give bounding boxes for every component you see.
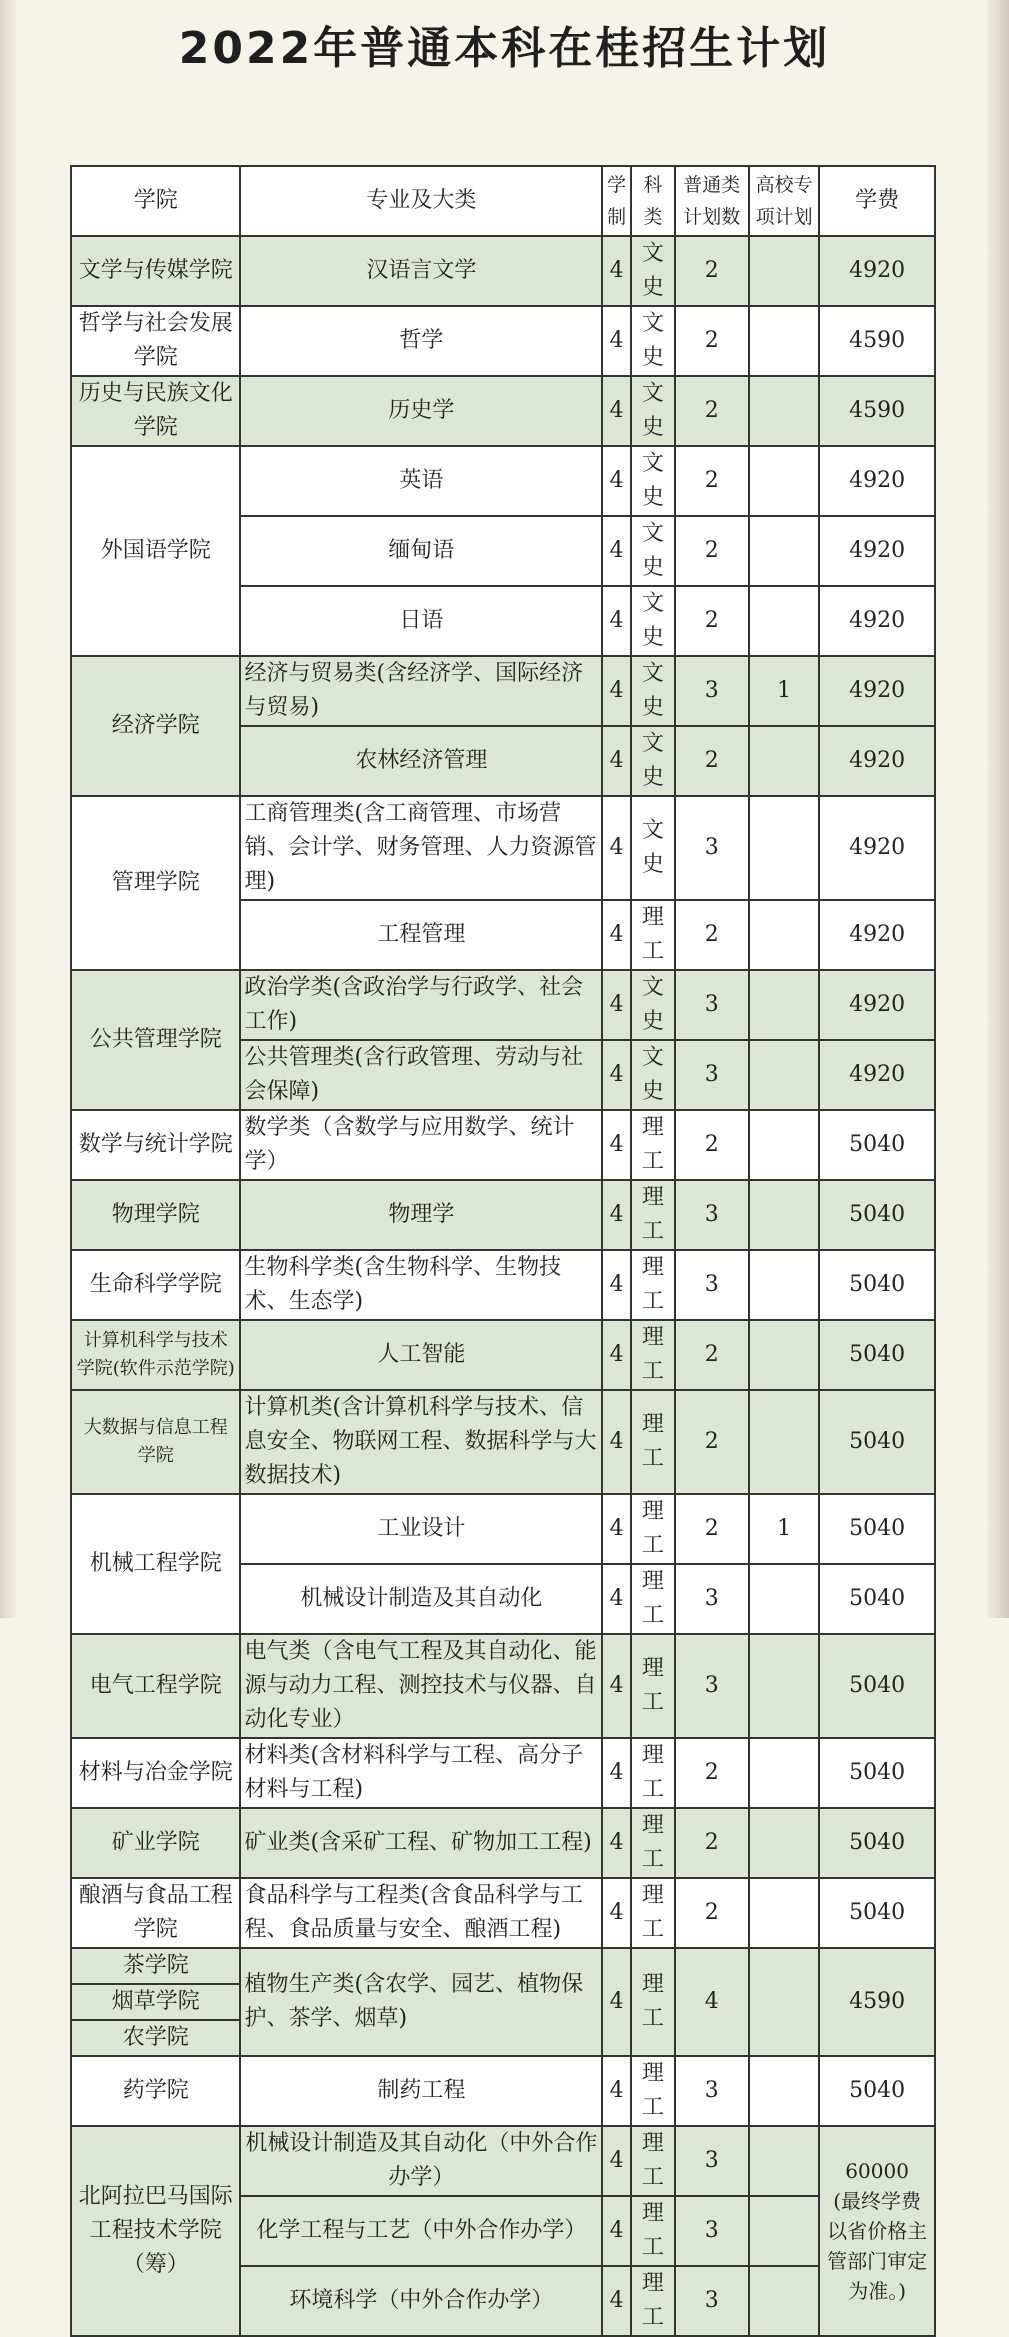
plan-cell: 3 <box>675 1180 749 1250</box>
table-row <box>71 970 935 1040</box>
table-row <box>71 1878 935 1948</box>
major-cell: 工商管理类(含工商管理、市场营销、会计学、财务管理、人力资源管理) <box>240 796 602 900</box>
fee-cell: 5040 <box>819 1250 935 1320</box>
category-cell: 文史 <box>631 516 674 586</box>
fee-cell: 4920 <box>819 726 935 796</box>
fee-cell: 4590 <box>819 1948 935 2056</box>
table-row <box>71 1634 935 1738</box>
category-cell: 理工 <box>631 2196 674 2266</box>
major-cell: 制药工程 <box>240 2056 602 2126</box>
fee-cell: 4920 <box>819 446 935 516</box>
plan-cell: 2 <box>675 1320 749 1390</box>
category-cell: 理工 <box>631 1110 674 1180</box>
major-cell: 人工智能 <box>240 1320 602 1390</box>
special-cell <box>749 796 819 900</box>
header-college: 学院 <box>71 166 240 236</box>
enrollment-table <box>70 165 936 2337</box>
header-special: 高校专项计划 <box>749 166 819 236</box>
fee-cell: 4920 <box>819 516 935 586</box>
table-row <box>71 1320 935 1390</box>
years-cell: 4 <box>602 1390 631 1494</box>
header-row <box>71 166 935 236</box>
major-cell: 汉语言文学 <box>240 236 602 306</box>
fee-note: (最终学费以省价格主管部门审定为准。) <box>827 2189 928 2303</box>
major-cell: 计算机类(含计算机科学与技术、信息安全、物联网工程、数据科学与大数据技术) <box>240 1390 602 1494</box>
category-cell: 理工 <box>631 2266 674 2336</box>
years-cell: 4 <box>602 796 631 900</box>
years-cell: 4 <box>602 900 631 970</box>
table-row <box>71 2056 935 2126</box>
major-cell: 电气类（含电气工程及其自动化、能源与动力工程、测控技术与仪器、自动化专业） <box>240 1634 602 1738</box>
college-cell: 计算机科学与技术学院(软件示范学院) <box>71 1320 240 1390</box>
plan-cell: 2 <box>675 1808 749 1878</box>
years-cell: 4 <box>602 1180 631 1250</box>
years-cell: 4 <box>602 446 631 516</box>
category-cell: 理工 <box>631 1180 674 1250</box>
category-cell: 理工 <box>631 1948 674 2056</box>
major-cell: 工业设计 <box>240 1494 602 1564</box>
special-cell <box>749 1250 819 1320</box>
plan-cell: 3 <box>675 2056 749 2126</box>
category-cell: 文史 <box>631 446 674 516</box>
table-row <box>71 236 935 306</box>
table-row <box>71 1948 935 1984</box>
major-cell: 机械设计制造及其自动化 <box>240 1564 602 1634</box>
category-cell: 文史 <box>631 236 674 306</box>
plan-cell: 2 <box>675 446 749 516</box>
category-cell: 文史 <box>631 656 674 726</box>
table-row <box>71 1390 935 1494</box>
plan-cell: 2 <box>675 1110 749 1180</box>
fee-cell: 4920 <box>819 236 935 306</box>
table-row <box>71 376 935 446</box>
plan-cell: 3 <box>675 1250 749 1320</box>
years-cell: 4 <box>602 2126 631 2196</box>
special-cell <box>749 2056 819 2126</box>
college-cell: 农学院 <box>71 2020 240 2056</box>
fee-amount: 60000 <box>845 2159 909 2183</box>
category-cell: 文史 <box>631 306 674 376</box>
fee-cell: 4920 <box>819 796 935 900</box>
plan-cell: 3 <box>675 2266 749 2336</box>
category-cell: 理工 <box>631 1390 674 1494</box>
special-cell <box>749 2126 819 2196</box>
college-cell: 数学与统计学院 <box>71 1110 240 1180</box>
major-cell: 食品科学与工程类(含食品科学与工程、食品质量与安全、酿酒工程) <box>240 1878 602 1948</box>
special-cell <box>749 1110 819 1180</box>
college-cell: 酿酒与食品工程学院 <box>71 1878 240 1948</box>
category-cell: 文史 <box>631 376 674 446</box>
plan-cell: 2 <box>675 1878 749 1948</box>
plan-cell: 3 <box>675 796 749 900</box>
special-cell: 1 <box>749 1494 819 1564</box>
category-cell: 理工 <box>631 1320 674 1390</box>
major-cell: 缅甸语 <box>240 516 602 586</box>
fee-cell: 5040 <box>819 1180 935 1250</box>
major-cell: 政治学类(含政治学与行政学、社会工作) <box>240 970 602 1040</box>
special-cell <box>749 376 819 446</box>
table-row <box>71 656 935 726</box>
fee-cell: 4590 <box>819 306 935 376</box>
college-cell: 管理学院 <box>71 796 240 970</box>
plan-cell: 2 <box>675 376 749 446</box>
college-cell: 机械工程学院 <box>71 1494 240 1634</box>
plan-cell: 3 <box>675 1634 749 1738</box>
years-cell: 4 <box>602 1110 631 1180</box>
college-cell: 公共管理学院 <box>71 970 240 1110</box>
fee-cell: 5040 <box>819 1564 935 1634</box>
years-cell: 4 <box>602 726 631 796</box>
special-cell <box>749 1808 819 1878</box>
fee-cell: 5040 <box>819 1390 935 1494</box>
special-cell <box>749 1634 819 1738</box>
major-cell: 数学类（含数学与应用数学、统计学） <box>240 1110 602 1180</box>
table-row <box>71 306 935 376</box>
fee-cell: 4920 <box>819 900 935 970</box>
fee-cell: 4920 <box>819 1040 935 1110</box>
category-cell: 理工 <box>631 2056 674 2126</box>
plan-cell: 3 <box>675 656 749 726</box>
fee-cell: 5040 <box>819 1878 935 1948</box>
major-cell: 材料类(含材料科学与工程、高分子材料与工程) <box>240 1738 602 1808</box>
category-cell: 理工 <box>631 1494 674 1564</box>
plan-cell: 2 <box>675 516 749 586</box>
major-cell: 生物科学类(含生物科学、生物技术、生态学) <box>240 1250 602 1320</box>
years-cell: 4 <box>602 2056 631 2126</box>
major-cell: 公共管理类(含行政管理、劳动与社会保障) <box>240 1040 602 1110</box>
college-cell: 外国语学院 <box>71 446 240 656</box>
major-cell: 矿业类(含采矿工程、矿物加工工程) <box>240 1808 602 1878</box>
special-cell <box>749 1180 819 1250</box>
college-cell: 材料与冶金学院 <box>71 1738 240 1808</box>
college-cell: 物理学院 <box>71 1180 240 1250</box>
category-cell: 理工 <box>631 1634 674 1738</box>
major-cell: 农林经济管理 <box>240 726 602 796</box>
table-row <box>71 1110 935 1180</box>
category-cell: 文史 <box>631 970 674 1040</box>
college-cell: 药学院 <box>71 2056 240 2126</box>
table-row <box>71 796 935 900</box>
plan-cell: 3 <box>675 1564 749 1634</box>
plan-cell: 2 <box>675 306 749 376</box>
college-cell: 经济学院 <box>71 656 240 796</box>
years-cell: 4 <box>602 516 631 586</box>
special-cell <box>749 1390 819 1494</box>
years-cell: 4 <box>602 1948 631 2056</box>
major-cell: 日语 <box>240 586 602 656</box>
plan-cell: 2 <box>675 1738 749 1808</box>
plan-cell: 3 <box>675 2126 749 2196</box>
fee-cell: 4590 <box>819 376 935 446</box>
special-cell <box>749 970 819 1040</box>
category-cell: 文史 <box>631 726 674 796</box>
major-cell: 工程管理 <box>240 900 602 970</box>
category-cell: 理工 <box>631 1250 674 1320</box>
fee-cell: 4920 <box>819 970 935 1040</box>
college-cell: 北阿拉巴马国际工程技术学院（筹） <box>71 2126 240 2336</box>
major-cell: 植物生产类(含农学、园艺、植物保护、茶学、烟草) <box>240 1948 602 2056</box>
major-cell: 英语 <box>240 446 602 516</box>
special-cell <box>749 446 819 516</box>
plan-cell: 2 <box>675 900 749 970</box>
special-cell <box>749 236 819 306</box>
plan-cell: 2 <box>675 1494 749 1564</box>
fee-cell: 5040 <box>819 2056 935 2126</box>
years-cell: 4 <box>602 1634 631 1738</box>
college-cell: 茶学院 <box>71 1948 240 1984</box>
header-fee: 学费 <box>819 166 935 236</box>
fee-cell: 4920 <box>819 656 935 726</box>
category-cell: 文史 <box>631 586 674 656</box>
fee-cell: 5040 <box>819 1320 935 1390</box>
special-cell <box>749 2196 819 2266</box>
years-cell: 4 <box>602 236 631 306</box>
years-cell: 4 <box>602 2266 631 2336</box>
fee-cell: 5040 <box>819 1634 935 1738</box>
years-cell: 4 <box>602 970 631 1040</box>
major-cell: 哲学 <box>240 306 602 376</box>
plan-cell: 4 <box>675 1948 749 2056</box>
header-years: 学制 <box>602 166 631 236</box>
plan-cell: 3 <box>675 2196 749 2266</box>
years-cell: 4 <box>602 306 631 376</box>
plan-cell: 2 <box>675 1390 749 1494</box>
header-plan: 普通类计划数 <box>675 166 749 236</box>
years-cell: 4 <box>602 1738 631 1808</box>
major-cell: 化学工程与工艺（中外合作办学） <box>240 2196 602 2266</box>
category-cell: 理工 <box>631 1878 674 1948</box>
fee-cell: 5040 <box>819 1808 935 1878</box>
college-cell: 文学与传媒学院 <box>71 236 240 306</box>
header-major: 专业及大类 <box>240 166 602 236</box>
table-row <box>71 1808 935 1878</box>
years-cell: 4 <box>602 1808 631 1878</box>
category-cell: 文史 <box>631 1040 674 1110</box>
fee-cell <box>819 2126 935 2336</box>
plan-cell: 2 <box>675 586 749 656</box>
college-cell: 历史与民族文化学院 <box>71 376 240 446</box>
college-cell: 电气工程学院 <box>71 1634 240 1738</box>
category-cell: 理工 <box>631 1564 674 1634</box>
college-cell: 大数据与信息工程学院 <box>71 1390 240 1494</box>
page-title: 2022年普通本科在桂招生计划 <box>178 23 831 74</box>
major-cell: 环境科学（中外合作办学） <box>240 2266 602 2336</box>
years-cell: 4 <box>602 1040 631 1110</box>
years-cell: 4 <box>602 586 631 656</box>
special-cell <box>749 1564 819 1634</box>
years-cell: 4 <box>602 1250 631 1320</box>
college-cell: 矿业学院 <box>71 1808 240 1878</box>
page-edge-left <box>0 0 16 1618</box>
major-cell: 物理学 <box>240 1180 602 1250</box>
fee-cell: 5040 <box>819 1110 935 1180</box>
table-row <box>71 1180 935 1250</box>
college-cell: 烟草学院 <box>71 1984 240 2020</box>
header-category: 科类 <box>631 166 674 236</box>
special-cell <box>749 1738 819 1808</box>
plan-cell: 3 <box>675 1040 749 1110</box>
special-cell <box>749 726 819 796</box>
plan-cell: 2 <box>675 236 749 306</box>
special-cell <box>749 306 819 376</box>
table-row <box>71 2126 935 2196</box>
special-cell <box>749 1040 819 1110</box>
category-cell: 理工 <box>631 900 674 970</box>
years-cell: 4 <box>602 1320 631 1390</box>
special-cell <box>749 900 819 970</box>
fee-cell: 4920 <box>819 586 935 656</box>
category-cell: 理工 <box>631 2126 674 2196</box>
major-cell: 经济与贸易类(含经济学、国际经济与贸易) <box>240 656 602 726</box>
years-cell: 4 <box>602 656 631 726</box>
special-cell <box>749 1878 819 1948</box>
special-cell <box>749 1320 819 1390</box>
years-cell: 4 <box>602 1494 631 1564</box>
special-cell <box>749 516 819 586</box>
college-cell: 生命科学学院 <box>71 1250 240 1320</box>
plan-cell: 2 <box>675 726 749 796</box>
years-cell: 4 <box>602 376 631 446</box>
category-cell: 文史 <box>631 796 674 900</box>
special-cell <box>749 586 819 656</box>
fee-cell: 5040 <box>819 1494 935 1564</box>
table-row <box>71 1738 935 1808</box>
special-cell: 1 <box>749 656 819 726</box>
years-cell: 4 <box>602 1564 631 1634</box>
table-row <box>71 1494 935 1564</box>
college-cell: 哲学与社会发展学院 <box>71 306 240 376</box>
category-cell: 理工 <box>631 1738 674 1808</box>
category-cell: 理工 <box>631 1808 674 1878</box>
special-cell <box>749 1948 819 2056</box>
major-cell: 历史学 <box>240 376 602 446</box>
years-cell: 4 <box>602 1878 631 1948</box>
major-cell: 机械设计制造及其自动化（中外合作办学） <box>240 2126 602 2196</box>
table-row <box>71 1250 935 1320</box>
plan-cell: 3 <box>675 970 749 1040</box>
years-cell: 4 <box>602 2196 631 2266</box>
fee-cell: 5040 <box>819 1738 935 1808</box>
page-edge-right <box>987 0 1009 1618</box>
table-row <box>71 446 935 516</box>
special-cell <box>749 2266 819 2336</box>
